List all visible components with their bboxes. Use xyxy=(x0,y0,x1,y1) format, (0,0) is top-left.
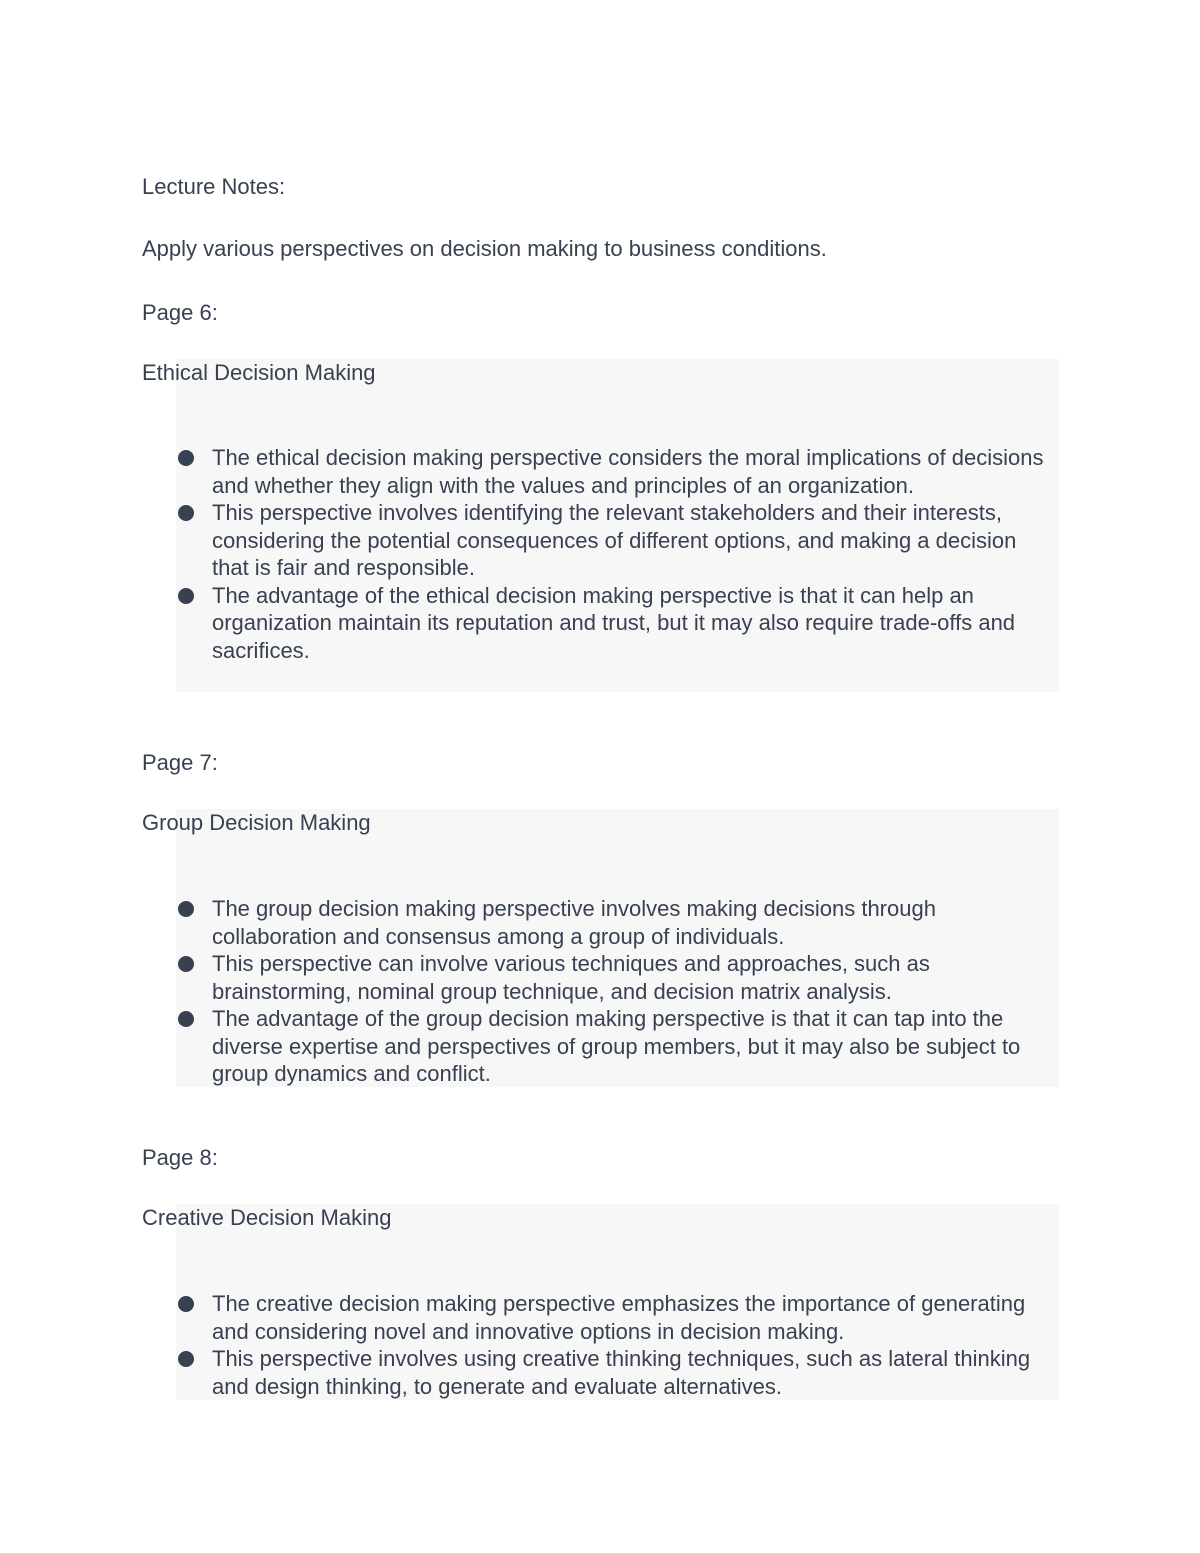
bullet-dot-icon xyxy=(178,901,194,917)
bullet-list-ethical xyxy=(176,444,1056,664)
list-item-text: The group decision making perspective involves making decisions through collaboration and consensus among a group of individuals. xyxy=(212,896,936,949)
section-heading-ethical: Ethical Decision Making xyxy=(142,360,376,385)
list-item xyxy=(176,444,1056,499)
list-item-text: This perspective can involve various techniques and approaches, such as brainstorming, nominal group technique, and decision matrix analysis. xyxy=(212,951,930,1004)
list-item xyxy=(176,499,1056,582)
page-label-7: Page 7: xyxy=(142,750,218,775)
list-item-text: The creative decision making perspective emphasizes the importance of generating and considering novel and innovative options in decision making. xyxy=(212,1291,1026,1344)
list-item xyxy=(176,1345,1056,1400)
section-heading-group: Group Decision Making xyxy=(142,810,371,835)
document-objective: Apply various perspectives on decision making to business conditions. xyxy=(142,236,827,261)
section-heading-creative: Creative Decision Making xyxy=(142,1205,392,1230)
list-item-text: The ethical decision making perspective considers the moral implications of decisions and whether they align with the values and principles of an organization. xyxy=(212,445,1044,498)
bullet-dot-icon xyxy=(178,1011,194,1027)
bullet-dot-icon xyxy=(178,956,194,972)
list-item xyxy=(176,950,1056,1005)
bullet-list-group xyxy=(176,895,1056,1088)
page-label-6: Page 6: xyxy=(142,300,218,325)
list-item xyxy=(176,1290,1056,1345)
bullet-dot-icon xyxy=(178,450,194,466)
bullet-dot-icon xyxy=(178,505,194,521)
list-item-text: This perspective involves identifying the relevant stakeholders and their interests, considering the potential consequences of different options, and making a decision that is fair and responsible. xyxy=(212,500,1017,580)
bullet-list-creative xyxy=(176,1290,1056,1400)
page-label-8: Page 8: xyxy=(142,1145,218,1170)
list-item-text: The advantage of the group decision making perspective is that it can tap into the diverse expertise and perspectives of group members, but it may also be subject to group dynamics and conflict. xyxy=(212,1006,1021,1086)
list-item-text: This perspective involves using creative thinking techniques, such as lateral thinking and design thinking, to generate and evaluate alternatives. xyxy=(212,1346,1031,1399)
bullet-dot-icon xyxy=(178,588,194,604)
document-title: Lecture Notes: xyxy=(142,174,286,199)
list-item xyxy=(176,1005,1056,1088)
list-item xyxy=(176,895,1056,950)
bullet-dot-icon xyxy=(178,1351,194,1367)
bullet-dot-icon xyxy=(178,1296,194,1312)
list-item-text: The advantage of the ethical decision making perspective is that it can help an organization maintain its reputation and trust, but it may also require trade-offs and sacrifices. xyxy=(212,582,1016,663)
list-item xyxy=(176,582,1056,665)
